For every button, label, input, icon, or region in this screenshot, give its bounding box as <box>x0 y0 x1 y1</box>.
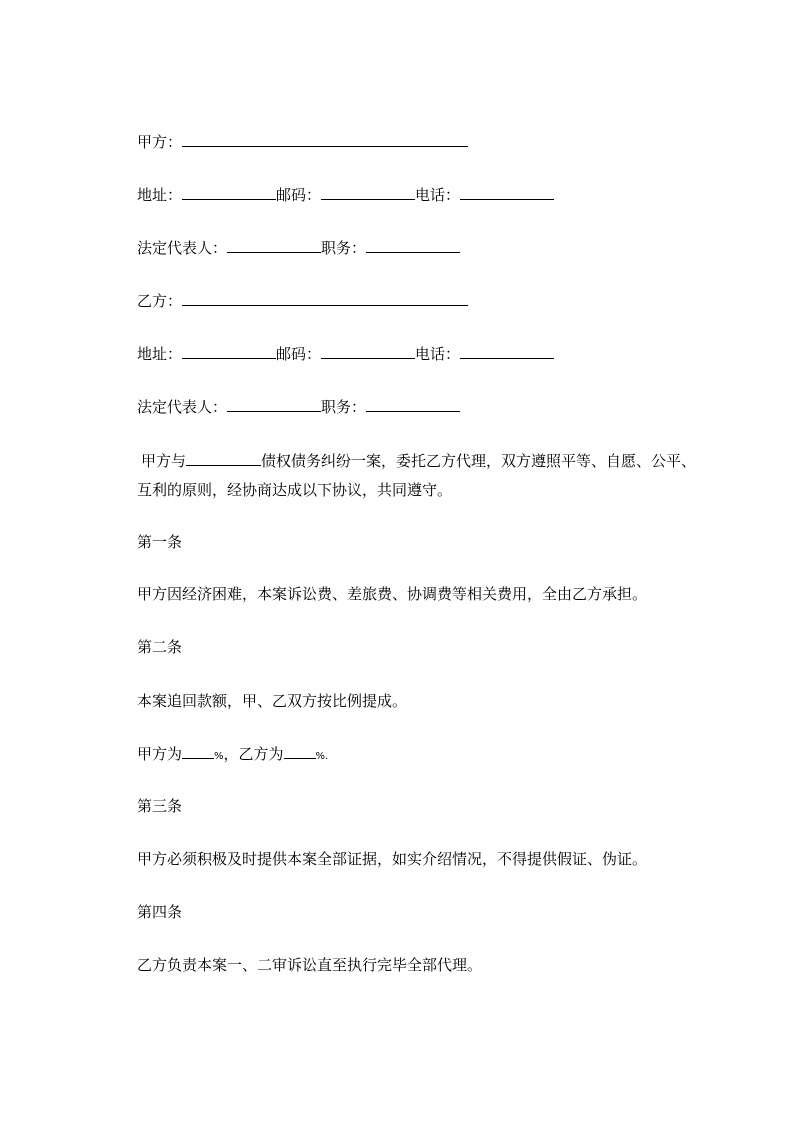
party-a-label: 甲方： <box>137 133 183 151</box>
party-a-rep-line <box>137 238 460 258</box>
party-b-rep-label: 法定代表人： <box>137 398 228 416</box>
party-b-postcode-blank[interactable] <box>321 345 415 359</box>
ratio-b-percent: %. <box>315 751 329 762</box>
party-b-phone-label: 电话： <box>415 345 461 363</box>
preamble-line2-text: 互利的原则，经协商达成以下协议，共同遵守。 <box>137 481 453 499</box>
party-a-phone-blank[interactable] <box>460 186 554 200</box>
article-3-title: 第三条 <box>137 797 183 815</box>
party-a-rep-blank[interactable] <box>227 239 321 253</box>
article-2-ratio-line <box>137 744 328 767</box>
article-1-text: 甲方因经济困难，本案诉讼费、差旅费、协调费等相关费用，全由乙方承担。 <box>137 585 648 603</box>
party-a-line <box>137 132 468 152</box>
party-b-position-blank[interactable] <box>366 398 460 412</box>
preamble-line-1 <box>141 451 696 471</box>
party-a-postcode-blank[interactable] <box>321 186 415 200</box>
ratio-a-blank[interactable] <box>182 745 214 759</box>
ratio-a-label: 甲方为 <box>137 745 183 763</box>
party-a-address-label: 地址： <box>137 186 183 204</box>
party-a-address-blank[interactable] <box>182 186 276 200</box>
party-a-name-blank[interactable] <box>182 133 468 147</box>
party-b-contact-line <box>137 344 554 364</box>
party-b-address-blank[interactable] <box>182 345 276 359</box>
party-b-position-label: 职务： <box>321 398 367 416</box>
article-2-title: 第二条 <box>137 638 183 656</box>
party-a-position-label: 职务： <box>321 239 367 257</box>
preamble-part2: 债权债务纠纷一案，委托乙方代理，双方遵照平等、自愿、公平、 <box>261 452 697 470</box>
party-a-contact-line <box>137 185 554 205</box>
party-b-name-blank[interactable] <box>182 292 468 306</box>
party-a-phone-label: 电话： <box>415 186 461 204</box>
article-4-text: 乙方负责本案一、二审诉讼直至执行完毕全部代理。 <box>137 956 483 974</box>
ratio-separator: ，乙方为 <box>223 745 284 763</box>
preamble-part1: 甲方与 <box>141 452 187 470</box>
party-b-label: 乙方： <box>137 292 183 310</box>
party-b-postcode-label: 邮码： <box>276 345 322 363</box>
ratio-b-blank[interactable] <box>284 745 316 759</box>
party-b-rep-blank[interactable] <box>227 398 321 412</box>
article-3-text: 甲方必须积极及时提供本案全部证据，如实介绍情况，不得提供假证、伪证。 <box>137 850 648 868</box>
article-2-text: 本案追回款额，甲、乙双方按比例提成。 <box>137 692 408 710</box>
party-b-line <box>137 291 468 311</box>
ratio-a-percent: % <box>214 751 224 762</box>
party-b-address-label: 地址： <box>137 345 183 363</box>
article-4-title: 第四条 <box>137 903 183 921</box>
preamble-dispute-blank[interactable] <box>186 452 261 466</box>
party-a-postcode-label: 邮码： <box>276 186 322 204</box>
article-1-title: 第一条 <box>137 533 183 551</box>
party-b-phone-blank[interactable] <box>460 345 554 359</box>
preamble-line-2 <box>137 480 452 500</box>
party-b-rep-line <box>137 397 460 417</box>
party-a-position-blank[interactable] <box>366 239 460 253</box>
party-a-rep-label: 法定代表人： <box>137 239 228 257</box>
